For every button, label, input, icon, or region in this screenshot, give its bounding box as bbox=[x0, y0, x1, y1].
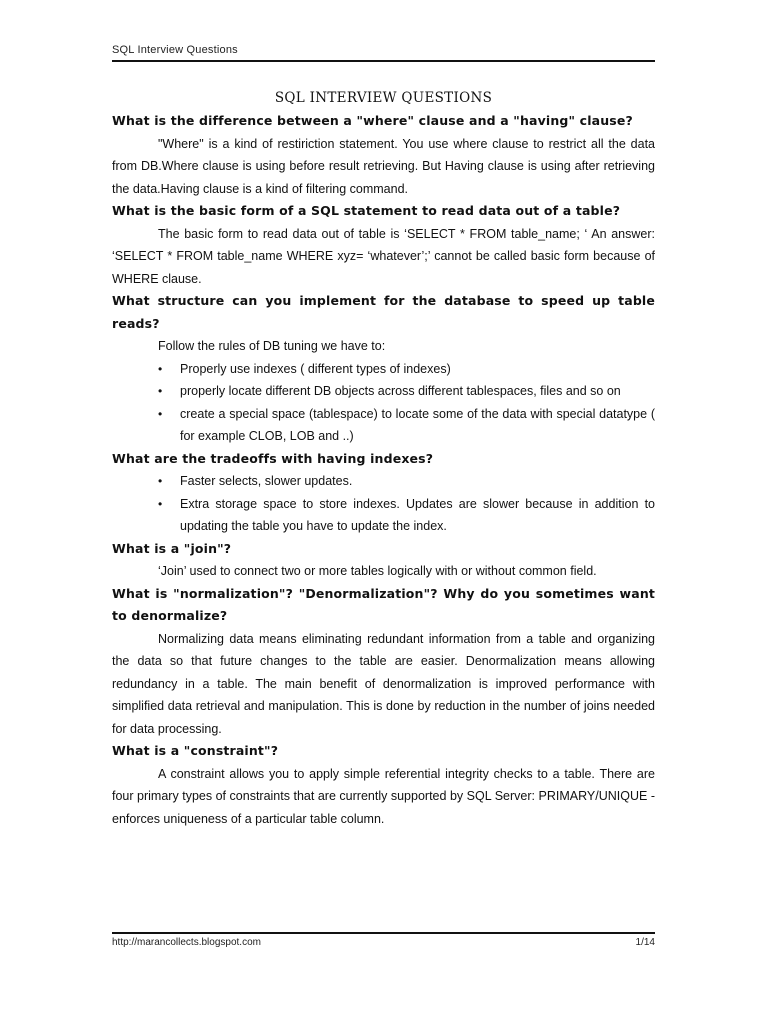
question-join: What is a "join"? bbox=[112, 540, 232, 556]
answer-join: ‘Join’ used to connect two or more tables logically with or without common field. bbox=[158, 564, 597, 578]
answer-basic-select: The basic form to read data out of table is ‘SELECT * FROM table_name; ‘ An answer: ‘SELECT * FROM table_name WHERE xyz= ‘whatever’;’ cannot be called basic form because of WHERE clause. bbox=[112, 226, 655, 286]
question-speed-up-reads: What structure can you implement for the database to speed up table reads? bbox=[112, 293, 655, 331]
bullet-icon: • bbox=[158, 496, 163, 511]
question-basic-select: What is the basic form of a SQL statement to read data out of a table? bbox=[112, 203, 621, 218]
bullet-text: create a special space (tablespace) to locate some of the data with special datatype ( for example CLOB, LOB and ..) bbox=[180, 406, 655, 443]
bullet-icon: • bbox=[158, 384, 163, 398]
bullet-icon: • bbox=[158, 361, 163, 376]
list-item bbox=[158, 493, 655, 538]
bullet-text: Properly use indexes ( different types of indexes) bbox=[180, 361, 451, 376]
list-item bbox=[158, 470, 655, 493]
tuning-bullet-list bbox=[112, 358, 655, 448]
list-item bbox=[158, 358, 655, 381]
footer-url: http://marancollects.blogspot.com bbox=[112, 937, 261, 948]
footer-rule bbox=[112, 932, 655, 934]
question-where-having: What is the difference between a "where" clause and a "having" clause? bbox=[112, 113, 633, 128]
page-number: 1/14 bbox=[635, 937, 655, 948]
bullet-icon: • bbox=[158, 474, 163, 488]
intro-db-tuning: Follow the rules of DB tuning we have to: bbox=[158, 339, 386, 353]
document-title: SQL INTERVIEW QUESTIONS bbox=[274, 90, 493, 106]
list-item bbox=[158, 380, 655, 403]
bullet-text: Extra storage space to store indexes. Updates are slower because in addition to updating the table you have to update the index. bbox=[180, 496, 655, 533]
running-header: SQL Interview Questions bbox=[112, 44, 238, 56]
answer-where-having: "Where" is a kind of restiriction statement. You use where clause to restrict all the data from DB.Where clause is using before result retrieving. But Having clause is using after retrieving the data.Having clause is a kind of filtering command. bbox=[112, 136, 655, 196]
header-rule bbox=[112, 60, 655, 62]
question-index-tradeoffs: What are the tradeoffs with having indexes? bbox=[112, 450, 434, 466]
bullet-text: properly locate different DB objects across different tablespaces, files and so on bbox=[180, 384, 621, 398]
document-body bbox=[112, 86, 655, 830]
tradeoff-bullet-list bbox=[112, 470, 655, 538]
bullet-icon: • bbox=[158, 406, 163, 421]
bullet-text: Faster selects, slower updates. bbox=[180, 474, 353, 488]
answer-constraint: A constraint allows you to apply simple referential integrity checks to a table. There are four primary types of constraints that are currently supported by SQL Server: PRIMARY/UNIQUE - enforces uniqueness of a particular table column. bbox=[112, 766, 655, 826]
question-normalization: What is "normalization"? "Denormalization"? Why do you sometimes want to denormalize? bbox=[112, 585, 655, 623]
answer-normalization: Normalizing data means eliminating redundant information from a table and organizing the data so that future changes to the table are easier. Denormalization means allowing redundancy in a table. The main benefit of denormalization is improved performance with simplified data retrieval and manipulation. This is done by reduction in the number of joins needed for data processing. bbox=[112, 631, 655, 736]
list-item bbox=[158, 403, 655, 448]
question-constraint: What is a "constraint"? bbox=[112, 743, 279, 758]
